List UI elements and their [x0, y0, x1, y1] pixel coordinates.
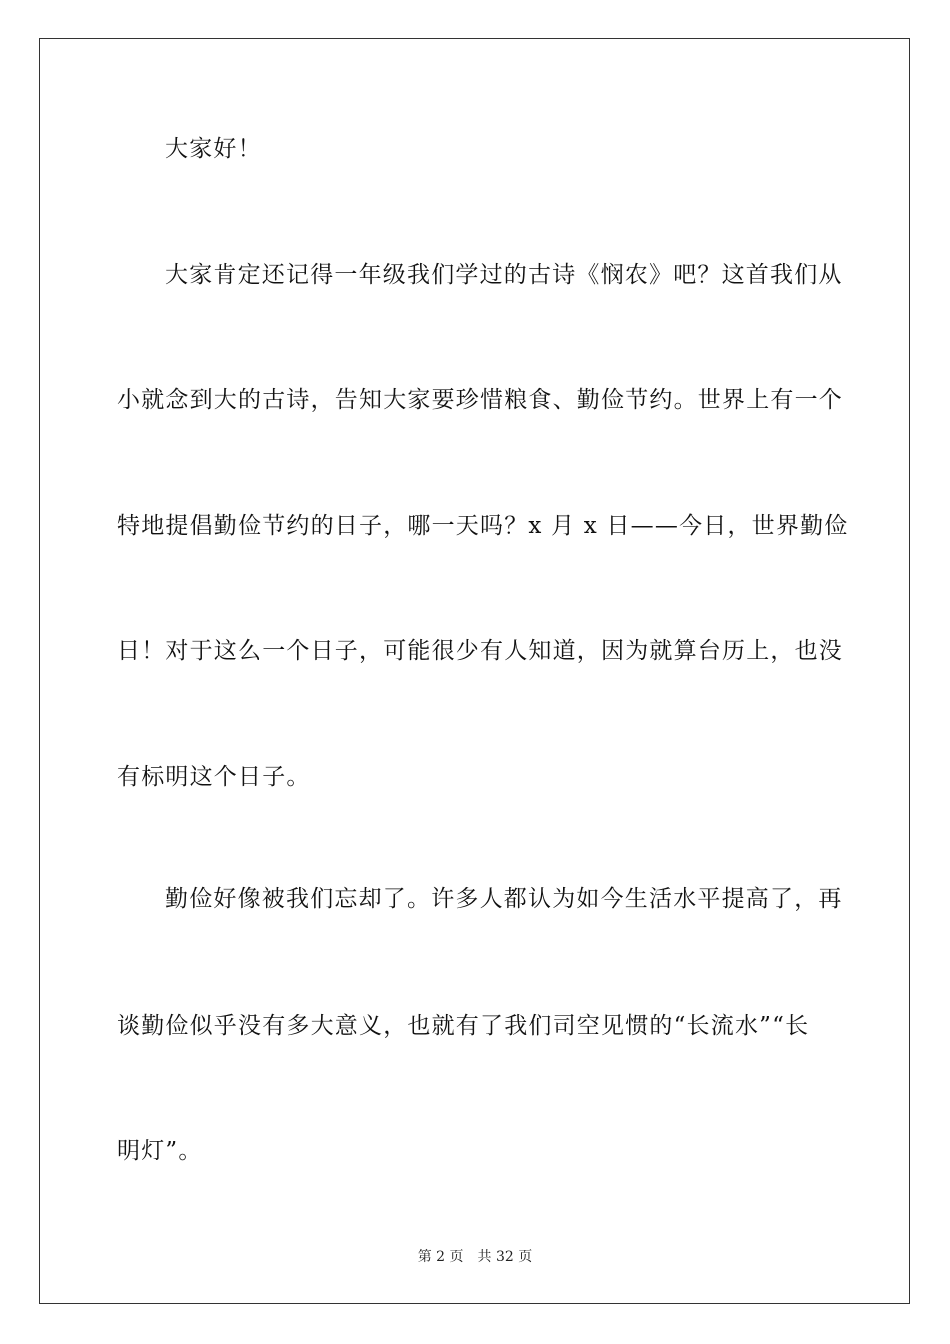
paragraph-2-line-3: 明灯”。 — [117, 1138, 203, 1164]
paragraph-1-line-4: 日！对于这么一个日子，可能很少有人知道，因为就算台历上，也没 — [117, 638, 843, 664]
greeting-line: 大家好！ — [165, 136, 262, 162]
paragraph-1-line-1: 大家肯定还记得一年级我们学过的古诗《悯农》吧？这首我们从 — [165, 262, 843, 288]
page-frame — [39, 38, 910, 1304]
page-number: 第 2 页 — [417, 1249, 464, 1265]
paragraph-2-line-1: 勤俭好像被我们忘却了。许多人都认为如今生活水平提高了，再 — [165, 886, 843, 912]
total-pages: 共 32 页 — [477, 1249, 533, 1265]
paragraph-2-line-2: 谈勤俭似乎没有多大意义，也就有了我们司空见惯的“长流水”“长 — [117, 1013, 810, 1039]
paragraph-1-line-3: 特地提倡勤俭节约的日子，哪一天吗？x 月 x 日——今日，世界勤俭 — [117, 513, 849, 539]
paragraph-1-line-5: 有标明这个日子。 — [117, 764, 311, 790]
page-footer — [0, 1248, 950, 1266]
paragraph-1-line-2: 小就念到大的古诗，告知大家要珍惜粮食、勤俭节约。世界上有一个 — [117, 387, 843, 413]
